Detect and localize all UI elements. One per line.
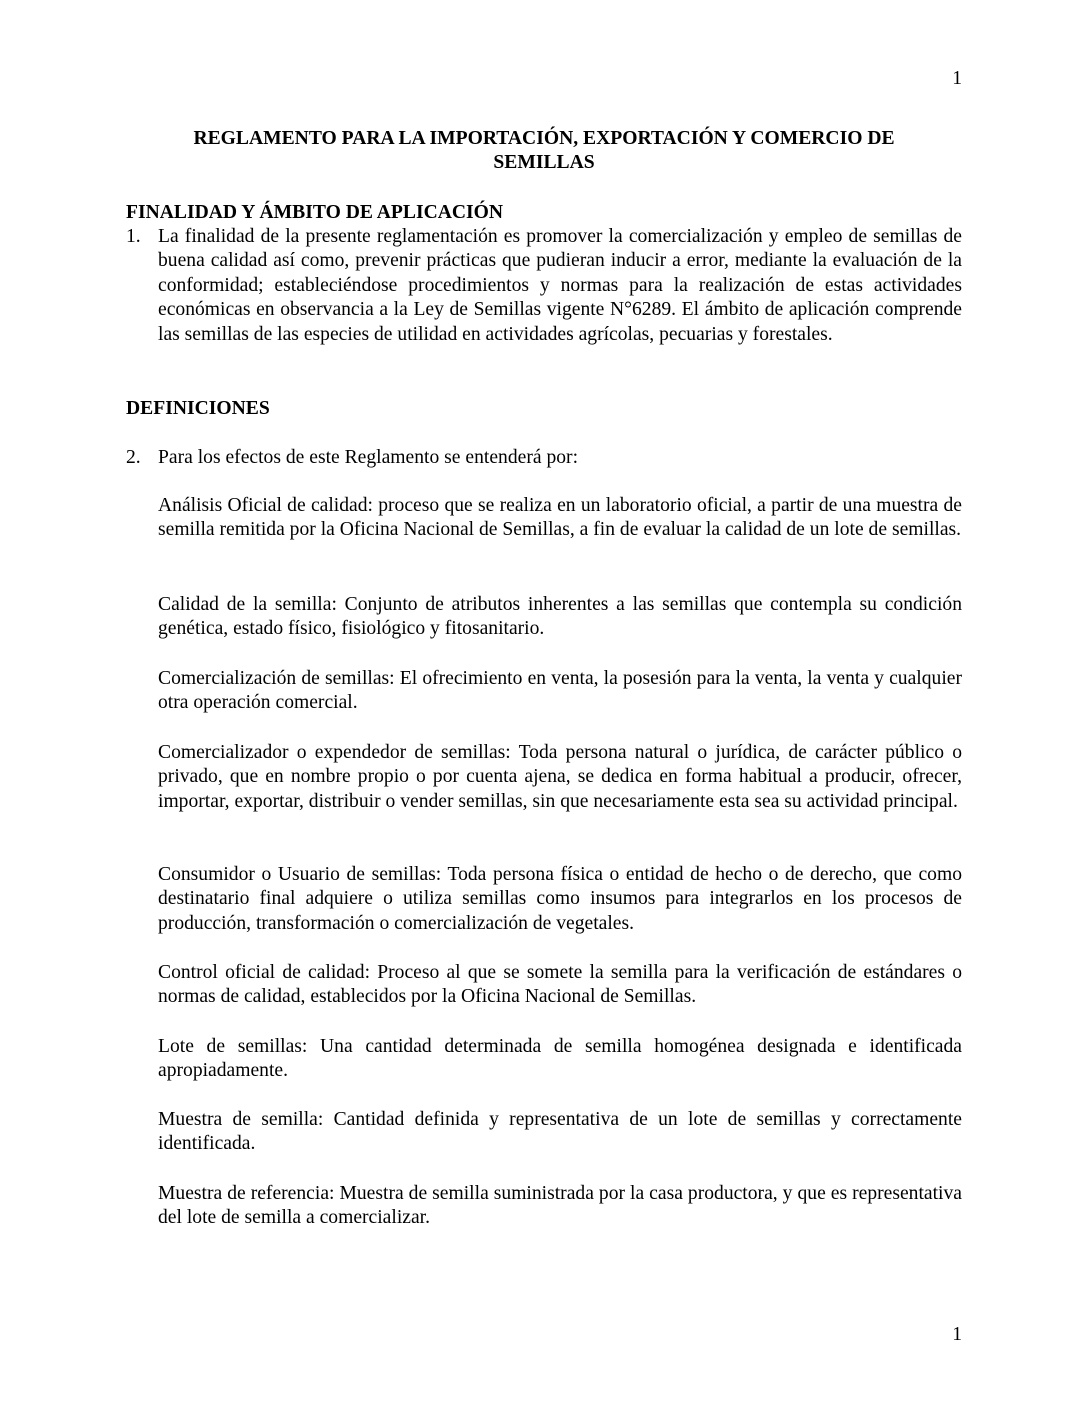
paragraph-text: La finalidad de la presente reglamentación es promover la comercialización y empleo de semillas de buena calidad así como, prevenir prácticas que pudieran inducir a error, mediante la evaluación de la conformidad; estableciéndose procedimientos y normas para la realización de estas actividades económicas en observancia a la Ley de Semillas vigente N°6289. El ámbito de aplicación comprende las semillas de las especies de utilidad en actividades agrícolas, pecuarias y forestales. [158, 226, 962, 345]
page-number-top: 1 [952, 68, 962, 89]
definition-muestra-referencia: Muestra de referencia: Muestra de semilla suministrada por la casa productora, y que es representativa del lote de semilla a comercializar. [158, 1183, 962, 1229]
definition-consumidor: Consumidor o Usuario de semillas: Toda persona física o entidad de hecho o de derecho, que como destinatario final adquiere o utiliza semillas como insumos para integrarlos en los procesos de producción, transformación o comercialización de vegetales. [158, 864, 962, 934]
definition-control-oficial: Control oficial de calidad: Proceso al que se somete la semilla para la verificación de estándares o normas de calidad, establecidos por la Oficina Nacional de Semillas. [158, 962, 962, 1008]
definition-comercializacion: Comercialización de semillas: El ofrecimiento en venta, la posesión para la venta, la venta y cualquier otra operación comercial. [158, 668, 962, 714]
document-title [126, 127, 962, 176]
paragraph-number: 2. [126, 447, 141, 468]
title-line-2: SEMILLAS [493, 152, 595, 174]
paragraph-text: Para los efectos de este Reglamento se entenderá por: [158, 447, 579, 468]
page-number-bottom: 1 [952, 1324, 962, 1345]
numbered-paragraph-2 [126, 446, 962, 470]
title-line-1: REGLAMENTO PARA LA IMPORTACIÓN, EXPORTACIÓN Y COMERCIO DE [193, 128, 895, 149]
section-heading-finalidad: FINALIDAD Y ÁMBITO DE APLICACIÓN [126, 202, 504, 223]
definition-calidad-semilla: Calidad de la semilla: Conjunto de atributos inherentes a las semillas que contempla su condición genética, estado físico, fisiológico y fitosanitario. [158, 594, 962, 640]
numbered-paragraph-1 [126, 225, 962, 347]
definition-analisis-oficial: Análisis Oficial de calidad: proceso que se realiza en un laboratorio oficial, a partir de una muestra de semilla remitida por la Oficina Nacional de Semillas, a fin de evaluar la calidad de un lote de semillas. [158, 495, 962, 541]
definition-comercializador: Comercializador o expendedor de semillas: Toda persona natural o jurídica, de carácter público o privado, que en nombre propio o por cuenta ajena, se dedica en forma habitual a producir, ofrecer, importar, exportar, distribuir o vender semillas, sin que necesariamente esta sea su actividad principal. [158, 742, 962, 812]
section-heading-definiciones: DEFINICIONES [126, 398, 270, 419]
definition-lote-semillas: Lote de semillas: Una cantidad determinada de semilla homogénea designada e identificada apropiadamente. [158, 1036, 962, 1082]
paragraph-number: 1. [126, 226, 141, 247]
definition-muestra-semilla: Muestra de semilla: Cantidad definida y representativa de un lote de semillas y correctamente identificada. [158, 1109, 962, 1155]
